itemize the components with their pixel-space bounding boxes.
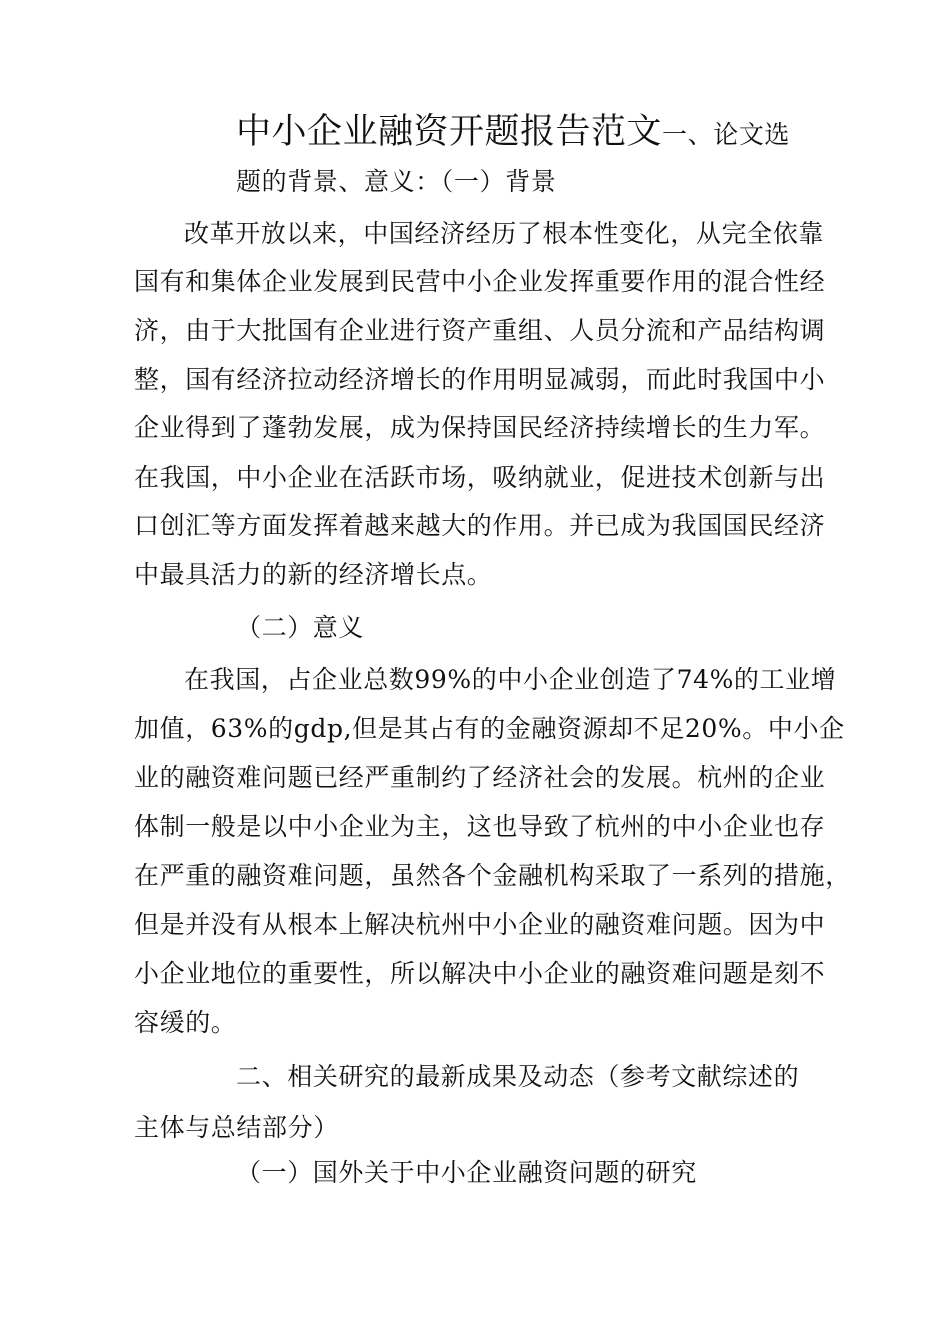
section-heading-1: 一、论文选 [662,120,791,149]
section-heading-2-continued: 主体与总结部分） [134,1113,339,1142]
paragraph-line: 口创汇等方面发挥着越来越大的作用。并已成为我国国民经济 [134,511,826,540]
paragraph-line: 整，国有经济拉动经济增长的作用明显减弱，而此时我国中小 [134,365,826,394]
paragraph-line: 加值，63%的gdp,但是其占有的金融资源却不足20%。中小企 [134,714,845,743]
paragraph-line: 改革开放以来，中国经济经历了根本性变化，从完全依靠 [184,219,825,248]
section-heading-significance: （二）意义 [236,613,365,642]
paragraph-line: 体制一般是以中小企业为主，这也导致了杭州的中小企业也存 [134,812,826,841]
paragraph-line: 小企业地位的重要性，所以解决中小企业的融资难问题是刻不 [134,959,826,988]
paragraph-line: 在我国，占企业总数99%的中小企业创造了74%的工业增 [184,665,837,694]
paragraph-line: 但是并没有从根本上解决杭州中小企业的融资难问题。因为中 [134,910,826,939]
paragraph-line: 在我国，中小企业在活跃市场，吸纳就业，促进技术创新与出 [134,463,826,492]
title-line [236,104,790,154]
paragraph-line: 容缓的。 [134,1008,237,1037]
section-heading-background: 题的背景、意义：（一）背景 [236,167,557,196]
document-title: 中小企业融资开题报告范文 [236,112,663,152]
subsection-heading: （一）国外关于中小企业融资问题的研究 [236,1158,697,1187]
paragraph-line: 国有和集体企业发展到民营中小企业发挥重要作用的混合性经 [134,267,826,296]
paragraph-line: 中最具活力的新的经济增长点。 [134,560,493,589]
paragraph-line: 在严重的融资难问题，虽然各个金融机构采取了一系列的措施， [134,861,851,890]
paragraph-line: 业的融资难问题已经严重制约了经济社会的发展。杭州的企业 [134,763,826,792]
section-heading-2: 二、相关研究的最新成果及动态（参考文献综述的 [236,1062,800,1091]
paragraph-line: 济，由于大批国有企业进行资产重组、人员分流和产品结构调 [134,316,826,345]
paragraph-line: 企业得到了蓬勃发展，成为保持国民经济持续增长的生力军。 [134,413,826,442]
